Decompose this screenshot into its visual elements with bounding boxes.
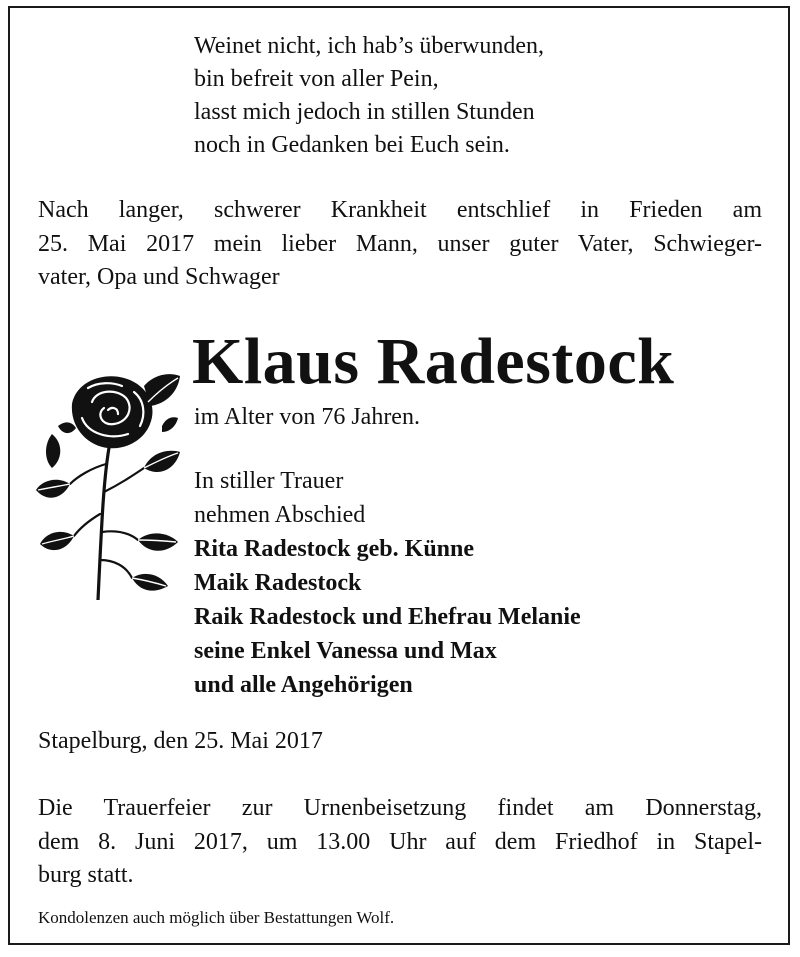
age-line: im Alter von 76 Jahren. xyxy=(194,404,420,430)
intro-line: 25. Mai 2017 mein lieber Mann, unser guter Vater, Schwieger- xyxy=(38,230,762,257)
mourners-block xyxy=(194,464,581,702)
funeral-line: burg statt. xyxy=(38,862,134,888)
intro-line: vater, Opa und Schwager xyxy=(38,264,280,290)
mourner-name: seine Enkel Vanessa und Max xyxy=(194,638,497,664)
intro-paragraph xyxy=(38,194,762,295)
funeral-line: dem 8. Juni 2017, um 13.00 Uhr auf dem Friedhof in Stapel- xyxy=(38,828,762,855)
mourner-name: und alle Angehörigen xyxy=(194,672,413,698)
rose-icon xyxy=(32,364,182,600)
mourning-intro-line: nehmen Abschied xyxy=(194,502,366,528)
poem-line: bin befreit von aller Pein, xyxy=(194,66,439,92)
deceased-name: Klaus Radestock xyxy=(192,325,675,398)
mourner-name: Raik Radestock und Ehefrau Melanie xyxy=(194,604,581,630)
mourner-name: Maik Radestock xyxy=(194,570,362,596)
mourner-name: Rita Radestock geb. Künne xyxy=(194,536,475,562)
mourning-intro-line: In stiller Trauer xyxy=(194,468,344,494)
place-date: Stapelburg, den 25. Mai 2017 xyxy=(38,728,323,754)
funeral-paragraph xyxy=(38,792,762,893)
condolences-note: Kondolenzen auch möglich über Bestattungen Wolf. xyxy=(38,908,395,927)
intro-line: Nach langer, schwerer Krankheit entschlief in Frieden am xyxy=(38,197,762,223)
obituary-notice xyxy=(8,6,790,945)
poem xyxy=(194,30,544,162)
poem-line: lasst mich jedoch in stillen Stunden xyxy=(194,99,535,125)
funeral-line: Die Trauerfeier zur Urnenbeisetzung findet am Donnerstag, xyxy=(38,795,762,821)
poem-line: Weinet nicht, ich hab’s überwunden, xyxy=(194,33,544,59)
poem-line: noch in Gedanken bei Euch sein. xyxy=(194,132,510,158)
